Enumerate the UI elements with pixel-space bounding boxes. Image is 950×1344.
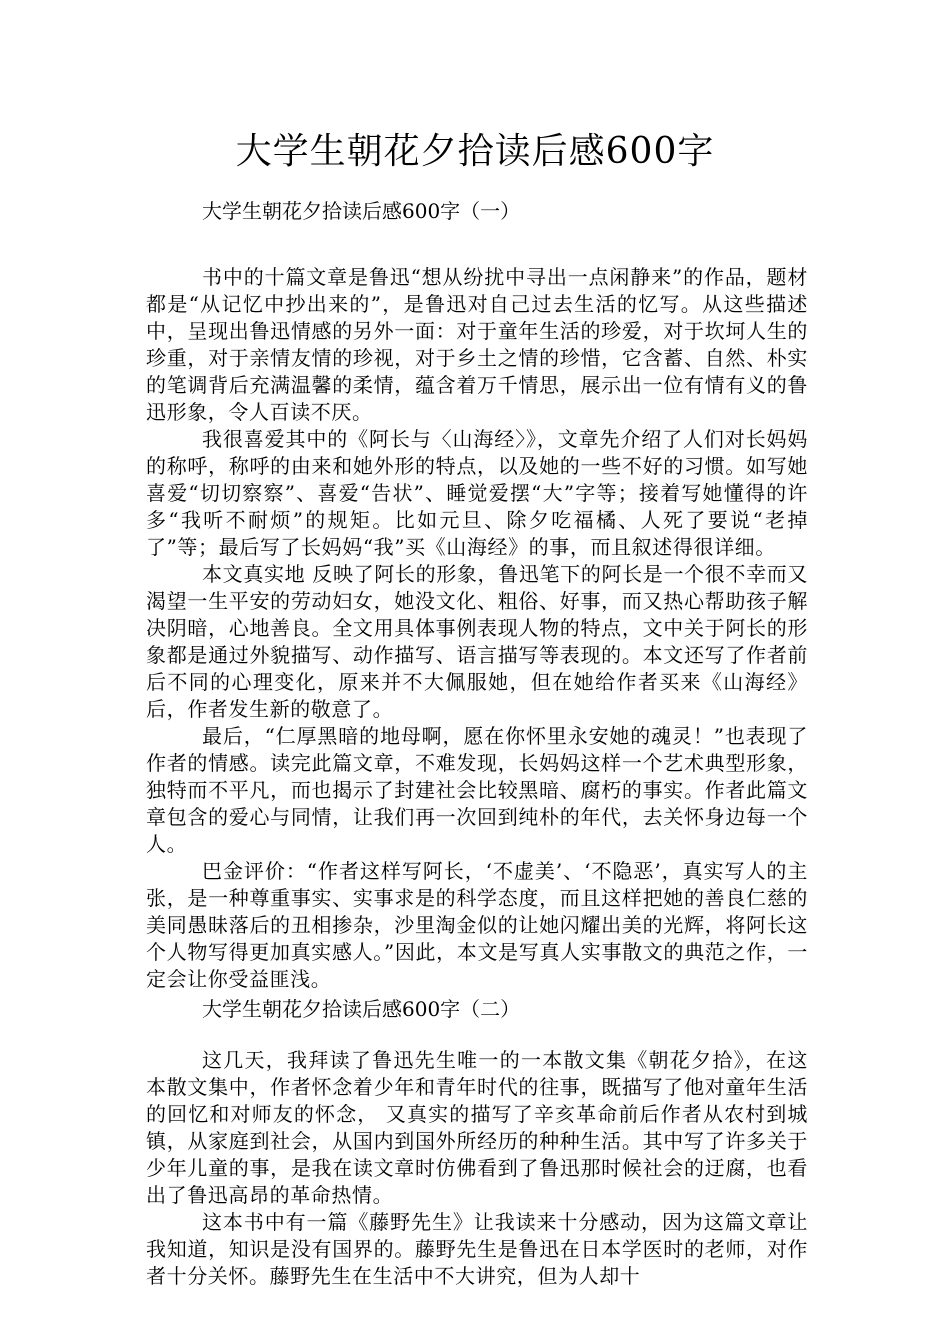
blank-line [146,225,808,253]
document-title: 大学生朝花夕拾读后感600字 [235,131,715,172]
section-heading-2: 大学生朝花夕拾读后感600字（二） [202,997,521,1021]
section-2-paragraph-1: 这几天，我拜读了鲁迅先生唯一的一本散文集《朝花夕拾》，在这本散文集中，作者怀念着少年和青年时代的往事，既描写了他对童年生活的回忆和对师友的怀念， 又真实的描写了辛亥革命前后作者从农村到城镇，从家庭到社会，从国内到国外所经历的种种生活。其中写了许多关于少年儿童的事，是我在读文章时仿佛看到了鲁迅那时候社会的迂腐，也看出了鲁迅高昂的革命热情。 [146,1048,808,1207]
section-1-paragraph-3: 本文真实地 反映了阿长的形象，鲁迅笔下的阿长是一个很不幸而又渴望一生平安的劳动妇女，她没文化、粗俗、好事，而又热心帮助孩子解决阴暗，心地善良。全文用具体事例表现人物的特点，文中关于阿长的形象都是通过外貌描写、动作描写、语言描写等表现的。本文还写了作者前后不同的心理变化，原来并不大佩服她，但在她给作者买来《山海经》后，作者发生新的敬意了。 [146,562,808,721]
section-1-paragraph-1: 书中的十篇文章是鲁迅“想从纷扰中寻出一点闲静来”的作品，题材都是“从记忆中抄出来的”，是鲁迅对自己过去生活的忆写。从这些描述中，呈现出鲁迅情感的另外一面：对于童年生活的珍爱，对于坎坷人生的珍重，对于亲情友情的珍视，对于乡土之情的珍惜，它含蓄、自然、朴实的笔调背后充满温馨的柔情，蕴含着万千情思，展示出一位有情有义的鲁迅形象，令人百读不厌。 [146,265,808,424]
section-heading-1: 大学生朝花夕拾读后感600字（一） [202,199,521,223]
section-1-paragraph-2: 我很喜爱其中的《阿长与〈山海经〉》，文章先介绍了人们对长妈妈的称呼，称呼的由来和她外形的特点，以及她的一些不好的习惯。如写她喜爱“切切察察”、喜爱“告状”、睡觉爱摆“大”字等；接着写她懂得的许多“我听不耐烦”的规矩。比如元旦、除夕吃福橘、人死了要说“老掉了”等；最后写了长妈妈“我”买《山海经》的事，而且叙述得很详细。 [146,427,808,559]
document-body [146,197,808,1290]
section-1-paragraph-4: 最后，“仁厚黑暗的地母啊，愿在你怀里永安她的魂灵！”也表现了作者的情感。读完此篇文章，不难发现，长妈妈这样一个艺术典型形象，独特而不平凡，而也揭示了封建社会比较黑暗、腐朽的事实。作者此篇文章包含的爱心与同情，让我们再一次回到纯朴的年代，去关怀身边每一个人。 [146,724,808,856]
section-1-paragraph-5: 巴金评价：“作者这样写阿长，‘不虚美’、‘不隐恶’，真实写人的主张，是一种尊重事实、实事求是的科学态度，而且这样把她的善良仁慈的美同愚昧落后的丑相掺杂，沙里淘金似的让她闪耀出美的光辉，将阿长这个人物写得更加真实感人。”因此，本文是写真人实事散文的典范之作，一定会让你受益匪浅。 [146,859,808,991]
section-2-paragraph-2: 这本书中有一篇《藤野先生》让我读来十分感动，因为这篇文章让我知道，知识是没有国界的。藤野先生是鲁迅在日本学医时的老师，对作者十分关怀。藤野先生在生活中不大讲究，但为人却十 [146,1210,808,1288]
